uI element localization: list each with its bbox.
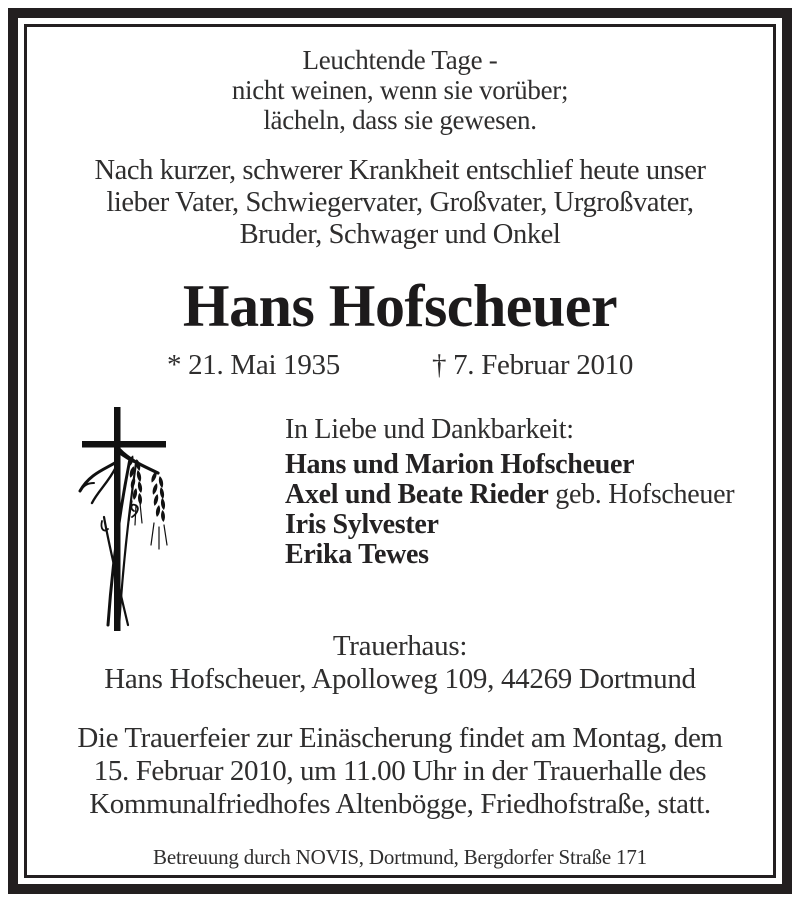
epigraph-line: lächeln, dass sie gewesen. bbox=[263, 105, 537, 135]
death-date: † 7. Februar 2010 bbox=[431, 349, 634, 381]
middle-section bbox=[27, 399, 773, 630]
mourner-row bbox=[285, 450, 773, 480]
birth-date: * 21. Mai 1935 bbox=[166, 349, 340, 381]
mourners-list bbox=[285, 450, 773, 570]
mourner-row bbox=[285, 480, 773, 510]
epigraph-line: Leuchtende Tage - bbox=[302, 45, 498, 75]
trauerhaus-block bbox=[27, 630, 773, 696]
mourner-suffix: geb. Hofscheuer bbox=[548, 479, 735, 510]
mourner-row bbox=[285, 510, 773, 540]
trauerhaus-address: Hans Hofscheuer, Apolloweg 109, 44269 Dortmund bbox=[104, 663, 696, 695]
inner-frame-border bbox=[24, 24, 776, 878]
condolence-heading: In Liebe und Dankbarkeit: bbox=[285, 414, 574, 445]
ceremony-line: Kommunalfriedhofes Altenbögge, Friedhofstraße, statt. bbox=[89, 788, 711, 820]
outer-frame-border bbox=[8, 8, 792, 894]
obituary-content bbox=[27, 27, 773, 875]
announcement-line: lieber Vater, Schwiegervater, Großvater, Urgroßvater, bbox=[106, 187, 694, 218]
announcement-line: Bruder, Schwager und Onkel bbox=[239, 219, 561, 250]
life-dates bbox=[27, 348, 773, 383]
epigraph-line: nicht weinen, wenn sie vorüber; bbox=[231, 75, 569, 105]
epigraph-verse bbox=[27, 45, 773, 135]
deceased-name: Hans Hofscheuer bbox=[182, 273, 618, 339]
funeral-home-note: Betreuung durch NOVIS, Dortmund, Bergdorfer Straße 171 bbox=[153, 845, 647, 869]
condolence-block bbox=[285, 399, 773, 570]
cross-wheat-icon bbox=[74, 399, 214, 639]
ceremony-line: Die Trauerfeier zur Einäscherung findet am Montag, dem bbox=[77, 722, 723, 754]
mourner-name: Iris Sylvester bbox=[285, 509, 439, 540]
announcement-line: Nach kurzer, schwerer Krankheit entschlief heute unser bbox=[94, 155, 706, 186]
trauerhaus-heading: Trauerhaus: bbox=[332, 630, 468, 662]
death-announcement bbox=[27, 155, 773, 251]
ceremony-line: 15. Februar 2010, um 11.00 Uhr in der Trauerhalle des bbox=[93, 755, 707, 787]
mourner-name: Axel und Beate Rieder bbox=[285, 479, 549, 510]
mourner-name: Erika Tewes bbox=[285, 539, 429, 570]
ceremony-notice bbox=[27, 722, 773, 821]
mourner-name: Hans und Marion Hofscheuer bbox=[285, 449, 635, 480]
mourner-row bbox=[285, 540, 773, 570]
